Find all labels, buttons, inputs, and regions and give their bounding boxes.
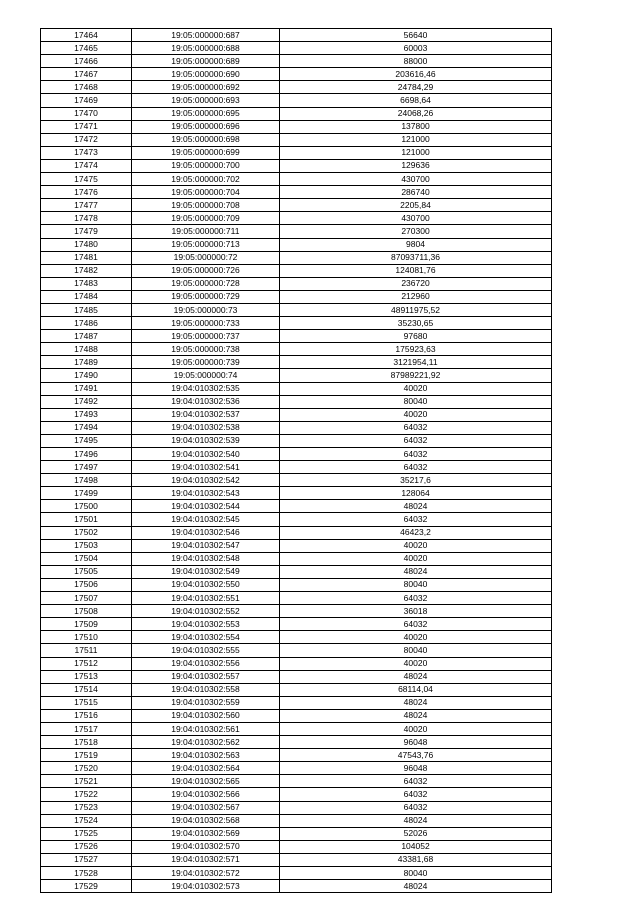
table-row (41, 474, 552, 487)
row-number-cell: 17521 (41, 775, 132, 788)
cadastral-number-cell: 19:04:010302:559 (132, 696, 280, 709)
cadastral-number-cell: 19:04:010302:561 (132, 722, 280, 735)
value-cell: 56640 (280, 29, 552, 42)
row-number-cell: 17475 (41, 173, 132, 186)
value-cell: 203616,46 (280, 68, 552, 81)
cadastral-number-cell: 19:04:010302:536 (132, 395, 280, 408)
value-cell: 40020 (280, 382, 552, 395)
cadastral-number-cell: 19:04:010302:573 (132, 880, 280, 893)
row-number-cell: 17490 (41, 369, 132, 382)
value-cell: 64032 (280, 434, 552, 447)
row-number-cell: 17526 (41, 840, 132, 853)
table-row (41, 853, 552, 866)
row-number-cell: 17528 (41, 867, 132, 880)
value-cell: 64032 (280, 592, 552, 605)
row-number-cell: 17501 (41, 513, 132, 526)
table-row (41, 238, 552, 251)
table-row (41, 382, 552, 395)
table-row (41, 173, 552, 186)
value-cell: 286740 (280, 186, 552, 199)
value-cell: 40020 (280, 657, 552, 670)
table-row (41, 552, 552, 565)
value-cell: 47543,76 (280, 749, 552, 762)
value-cell: 64032 (280, 421, 552, 434)
table-row (41, 592, 552, 605)
table-row (41, 775, 552, 788)
cadastral-number-cell: 19:05:000000:700 (132, 159, 280, 172)
row-number-cell: 17507 (41, 592, 132, 605)
cadastral-number-cell: 19:05:000000:698 (132, 133, 280, 146)
value-cell: 87093711,36 (280, 251, 552, 264)
table-row (41, 487, 552, 500)
row-number-cell: 17466 (41, 55, 132, 68)
row-number-cell: 17488 (41, 343, 132, 356)
value-cell: 60003 (280, 42, 552, 55)
cadastral-number-cell: 19:05:000000:711 (132, 225, 280, 238)
row-number-cell: 17504 (41, 552, 132, 565)
cadastral-number-cell: 19:05:000000:704 (132, 186, 280, 199)
row-number-cell: 17494 (41, 421, 132, 434)
row-number-cell: 17473 (41, 146, 132, 159)
value-cell: 64032 (280, 788, 552, 801)
cadastral-number-cell: 19:04:010302:553 (132, 618, 280, 631)
value-cell: 6698,64 (280, 94, 552, 107)
row-number-cell: 17523 (41, 801, 132, 814)
table-row (41, 186, 552, 199)
row-number-cell: 17499 (41, 487, 132, 500)
row-number-cell: 17479 (41, 225, 132, 238)
row-number-cell: 17464 (41, 29, 132, 42)
row-number-cell: 17468 (41, 81, 132, 94)
value-cell: 121000 (280, 133, 552, 146)
table-row (41, 880, 552, 893)
row-number-cell: 17469 (41, 94, 132, 107)
row-number-cell: 17495 (41, 434, 132, 447)
cadastral-number-cell: 19:04:010302:571 (132, 853, 280, 866)
value-cell: 48024 (280, 500, 552, 513)
table-row (41, 264, 552, 277)
row-number-cell: 17496 (41, 448, 132, 461)
cadastral-number-cell: 19:04:010302:560 (132, 709, 280, 722)
row-number-cell: 17516 (41, 709, 132, 722)
value-cell: 96048 (280, 762, 552, 775)
table-row (41, 696, 552, 709)
row-number-cell: 17529 (41, 880, 132, 893)
cadastral-number-cell: 19:04:010302:548 (132, 552, 280, 565)
value-cell: 96048 (280, 736, 552, 749)
cadastral-number-cell: 19:05:000000:690 (132, 68, 280, 81)
value-cell: 175923,63 (280, 343, 552, 356)
value-cell: 35217,6 (280, 474, 552, 487)
value-cell: 40020 (280, 631, 552, 644)
value-cell: 36018 (280, 605, 552, 618)
table-row (41, 578, 552, 591)
value-cell: 87989221,92 (280, 369, 552, 382)
table-row (41, 277, 552, 290)
value-cell: 124081,76 (280, 264, 552, 277)
value-cell: 40020 (280, 722, 552, 735)
cadastral-number-cell: 19:04:010302:539 (132, 434, 280, 447)
row-number-cell: 17512 (41, 657, 132, 670)
cadastral-number-cell: 19:05:000000:689 (132, 55, 280, 68)
value-cell: 43381,68 (280, 853, 552, 866)
row-number-cell: 17482 (41, 264, 132, 277)
table-row (41, 303, 552, 316)
cadastral-number-cell: 19:05:000000:726 (132, 264, 280, 277)
row-number-cell: 17524 (41, 814, 132, 827)
row-number-cell: 17517 (41, 722, 132, 735)
row-number-cell: 17514 (41, 683, 132, 696)
cadastral-number-cell: 19:04:010302:566 (132, 788, 280, 801)
table-row (41, 827, 552, 840)
row-number-cell: 17508 (41, 605, 132, 618)
value-cell: 2205,84 (280, 199, 552, 212)
cadastral-number-cell: 19:04:010302:538 (132, 421, 280, 434)
row-number-cell: 17478 (41, 212, 132, 225)
value-cell: 48024 (280, 696, 552, 709)
row-number-cell: 17527 (41, 853, 132, 866)
table-row (41, 867, 552, 880)
table-row (41, 539, 552, 552)
value-cell: 68114,04 (280, 683, 552, 696)
table-row (41, 356, 552, 369)
value-cell: 52026 (280, 827, 552, 840)
row-number-cell: 17500 (41, 500, 132, 513)
table-row (41, 526, 552, 539)
value-cell: 64032 (280, 618, 552, 631)
row-number-cell: 17510 (41, 631, 132, 644)
cadastral-number-cell: 19:04:010302:556 (132, 657, 280, 670)
value-cell: 35230,65 (280, 317, 552, 330)
cadastral-number-cell: 19:05:000000:699 (132, 146, 280, 159)
table-row (41, 68, 552, 81)
table-row (41, 670, 552, 683)
cadastral-number-cell: 19:04:010302:568 (132, 814, 280, 827)
table-row (41, 762, 552, 775)
cadastral-number-cell: 19:05:000000:709 (132, 212, 280, 225)
table-row (41, 448, 552, 461)
value-cell: 46423,2 (280, 526, 552, 539)
cadastral-number-cell: 19:04:010302:545 (132, 513, 280, 526)
cadastral-number-cell: 19:05:000000:737 (132, 330, 280, 343)
cadastral-number-cell: 19:04:010302:557 (132, 670, 280, 683)
value-cell: 430700 (280, 212, 552, 225)
cadastral-number-cell: 19:05:000000:696 (132, 120, 280, 133)
value-cell: 64032 (280, 513, 552, 526)
cadastral-number-cell: 19:05:000000:729 (132, 290, 280, 303)
row-number-cell: 17519 (41, 749, 132, 762)
value-cell: 128064 (280, 487, 552, 500)
row-number-cell: 17489 (41, 356, 132, 369)
table-row (41, 317, 552, 330)
cadastral-number-cell: 19:05:000000:73 (132, 303, 280, 316)
cadastral-number-cell: 19:04:010302:549 (132, 565, 280, 578)
cadastral-number-cell: 19:04:010302:535 (132, 382, 280, 395)
row-number-cell: 17520 (41, 762, 132, 775)
table-row (41, 369, 552, 382)
value-cell: 129636 (280, 159, 552, 172)
row-number-cell: 17477 (41, 199, 132, 212)
cadastral-number-cell: 19:04:010302:546 (132, 526, 280, 539)
table-row (41, 94, 552, 107)
table-row (41, 421, 552, 434)
row-number-cell: 17513 (41, 670, 132, 683)
row-number-cell: 17502 (41, 526, 132, 539)
value-cell: 270300 (280, 225, 552, 238)
table-row (41, 42, 552, 55)
value-cell: 236720 (280, 277, 552, 290)
table-row (41, 814, 552, 827)
cadastral-number-cell: 19:04:010302:565 (132, 775, 280, 788)
row-number-cell: 17484 (41, 290, 132, 303)
table-row (41, 513, 552, 526)
table-row (41, 330, 552, 343)
value-cell: 80040 (280, 644, 552, 657)
table-row (41, 290, 552, 303)
value-cell: 64032 (280, 461, 552, 474)
table-row (41, 225, 552, 238)
value-cell: 80040 (280, 867, 552, 880)
row-number-cell: 17497 (41, 461, 132, 474)
cadastral-number-cell: 19:04:010302:544 (132, 500, 280, 513)
table-row (41, 29, 552, 42)
table-row (41, 801, 552, 814)
cadastral-number-cell: 19:04:010302:554 (132, 631, 280, 644)
value-cell: 48024 (280, 670, 552, 683)
table-row (41, 408, 552, 421)
row-number-cell: 17505 (41, 565, 132, 578)
value-cell: 40020 (280, 552, 552, 565)
table-row (41, 500, 552, 513)
table-row (41, 657, 552, 670)
table-row (41, 146, 552, 159)
table-row (41, 565, 552, 578)
row-number-cell: 17476 (41, 186, 132, 199)
row-number-cell: 17503 (41, 539, 132, 552)
cadastral-number-cell: 19:04:010302:550 (132, 578, 280, 591)
row-number-cell: 17498 (41, 474, 132, 487)
cadastral-number-cell: 19:04:010302:562 (132, 736, 280, 749)
value-cell: 3121954,11 (280, 356, 552, 369)
row-number-cell: 17480 (41, 238, 132, 251)
row-number-cell: 17518 (41, 736, 132, 749)
table-row (41, 251, 552, 264)
table-row (41, 709, 552, 722)
row-number-cell: 17525 (41, 827, 132, 840)
row-number-cell: 17491 (41, 382, 132, 395)
table-row (41, 788, 552, 801)
row-number-cell: 17506 (41, 578, 132, 591)
row-number-cell: 17483 (41, 277, 132, 290)
cadastral-number-cell: 19:04:010302:541 (132, 461, 280, 474)
value-cell: 48024 (280, 565, 552, 578)
value-cell: 137800 (280, 120, 552, 133)
table-body (41, 29, 552, 893)
value-cell: 64032 (280, 448, 552, 461)
row-number-cell: 17493 (41, 408, 132, 421)
value-cell: 97680 (280, 330, 552, 343)
cadastral-number-cell: 19:04:010302:564 (132, 762, 280, 775)
cadastral-number-cell: 19:04:010302:558 (132, 683, 280, 696)
table-row (41, 840, 552, 853)
row-number-cell: 17486 (41, 317, 132, 330)
cadastral-number-cell: 19:04:010302:551 (132, 592, 280, 605)
value-cell: 64032 (280, 775, 552, 788)
value-cell: 80040 (280, 395, 552, 408)
cadastral-number-cell: 19:05:000000:702 (132, 173, 280, 186)
cadastral-number-cell: 19:05:000000:692 (132, 81, 280, 94)
cadastral-number-cell: 19:05:000000:74 (132, 369, 280, 382)
cadastral-number-cell: 19:04:010302:570 (132, 840, 280, 853)
cadastral-number-cell: 19:05:000000:713 (132, 238, 280, 251)
row-number-cell: 17471 (41, 120, 132, 133)
cadastral-value-table (40, 28, 552, 893)
value-cell: 80040 (280, 578, 552, 591)
row-number-cell: 17487 (41, 330, 132, 343)
table-row (41, 618, 552, 631)
table-row (41, 461, 552, 474)
value-cell: 104052 (280, 840, 552, 853)
value-cell: 40020 (280, 408, 552, 421)
cadastral-number-cell: 19:04:010302:555 (132, 644, 280, 657)
value-cell: 212960 (280, 290, 552, 303)
row-number-cell: 17522 (41, 788, 132, 801)
value-cell: 64032 (280, 801, 552, 814)
table-row (41, 212, 552, 225)
table-row (41, 736, 552, 749)
value-cell: 121000 (280, 146, 552, 159)
cadastral-number-cell: 19:04:010302:567 (132, 801, 280, 814)
value-cell: 88000 (280, 55, 552, 68)
table-row (41, 159, 552, 172)
cadastral-number-cell: 19:05:000000:693 (132, 94, 280, 107)
table-row (41, 395, 552, 408)
cadastral-number-cell: 19:04:010302:572 (132, 867, 280, 880)
table-row (41, 644, 552, 657)
cadastral-number-cell: 19:04:010302:543 (132, 487, 280, 500)
value-cell: 48024 (280, 709, 552, 722)
value-cell: 430700 (280, 173, 552, 186)
value-cell: 24068,26 (280, 107, 552, 120)
table-row (41, 199, 552, 212)
table-row (41, 683, 552, 696)
cadastral-number-cell: 19:05:000000:72 (132, 251, 280, 264)
value-cell: 48024 (280, 880, 552, 893)
table-row (41, 133, 552, 146)
cadastral-number-cell: 19:04:010302:563 (132, 749, 280, 762)
table-row (41, 605, 552, 618)
table-row (41, 107, 552, 120)
table-row (41, 749, 552, 762)
table-row (41, 55, 552, 68)
cadastral-number-cell: 19:04:010302:569 (132, 827, 280, 840)
table-row (41, 343, 552, 356)
cadastral-number-cell: 19:05:000000:708 (132, 199, 280, 212)
table-row (41, 81, 552, 94)
row-number-cell: 17485 (41, 303, 132, 316)
row-number-cell: 17465 (41, 42, 132, 55)
cadastral-number-cell: 19:04:010302:547 (132, 539, 280, 552)
value-cell: 48911975,52 (280, 303, 552, 316)
table-row (41, 722, 552, 735)
table-row (41, 434, 552, 447)
cadastral-number-cell: 19:05:000000:695 (132, 107, 280, 120)
cadastral-number-cell: 19:05:000000:728 (132, 277, 280, 290)
row-number-cell: 17472 (41, 133, 132, 146)
value-cell: 24784,29 (280, 81, 552, 94)
row-number-cell: 17481 (41, 251, 132, 264)
row-number-cell: 17474 (41, 159, 132, 172)
cadastral-number-cell: 19:05:000000:687 (132, 29, 280, 42)
value-cell: 40020 (280, 539, 552, 552)
cadastral-number-cell: 19:04:010302:542 (132, 474, 280, 487)
row-number-cell: 17509 (41, 618, 132, 631)
cadastral-number-cell: 19:04:010302:552 (132, 605, 280, 618)
value-cell: 9804 (280, 238, 552, 251)
cadastral-number-cell: 19:05:000000:738 (132, 343, 280, 356)
row-number-cell: 17470 (41, 107, 132, 120)
row-number-cell: 17467 (41, 68, 132, 81)
row-number-cell: 17492 (41, 395, 132, 408)
cadastral-number-cell: 19:04:010302:540 (132, 448, 280, 461)
row-number-cell: 17511 (41, 644, 132, 657)
table-row (41, 631, 552, 644)
cadastral-number-cell: 19:05:000000:739 (132, 356, 280, 369)
table-row (41, 120, 552, 133)
value-cell: 48024 (280, 814, 552, 827)
cadastral-number-cell: 19:05:000000:688 (132, 42, 280, 55)
row-number-cell: 17515 (41, 696, 132, 709)
cadastral-number-cell: 19:05:000000:733 (132, 317, 280, 330)
cadastral-number-cell: 19:04:010302:537 (132, 408, 280, 421)
